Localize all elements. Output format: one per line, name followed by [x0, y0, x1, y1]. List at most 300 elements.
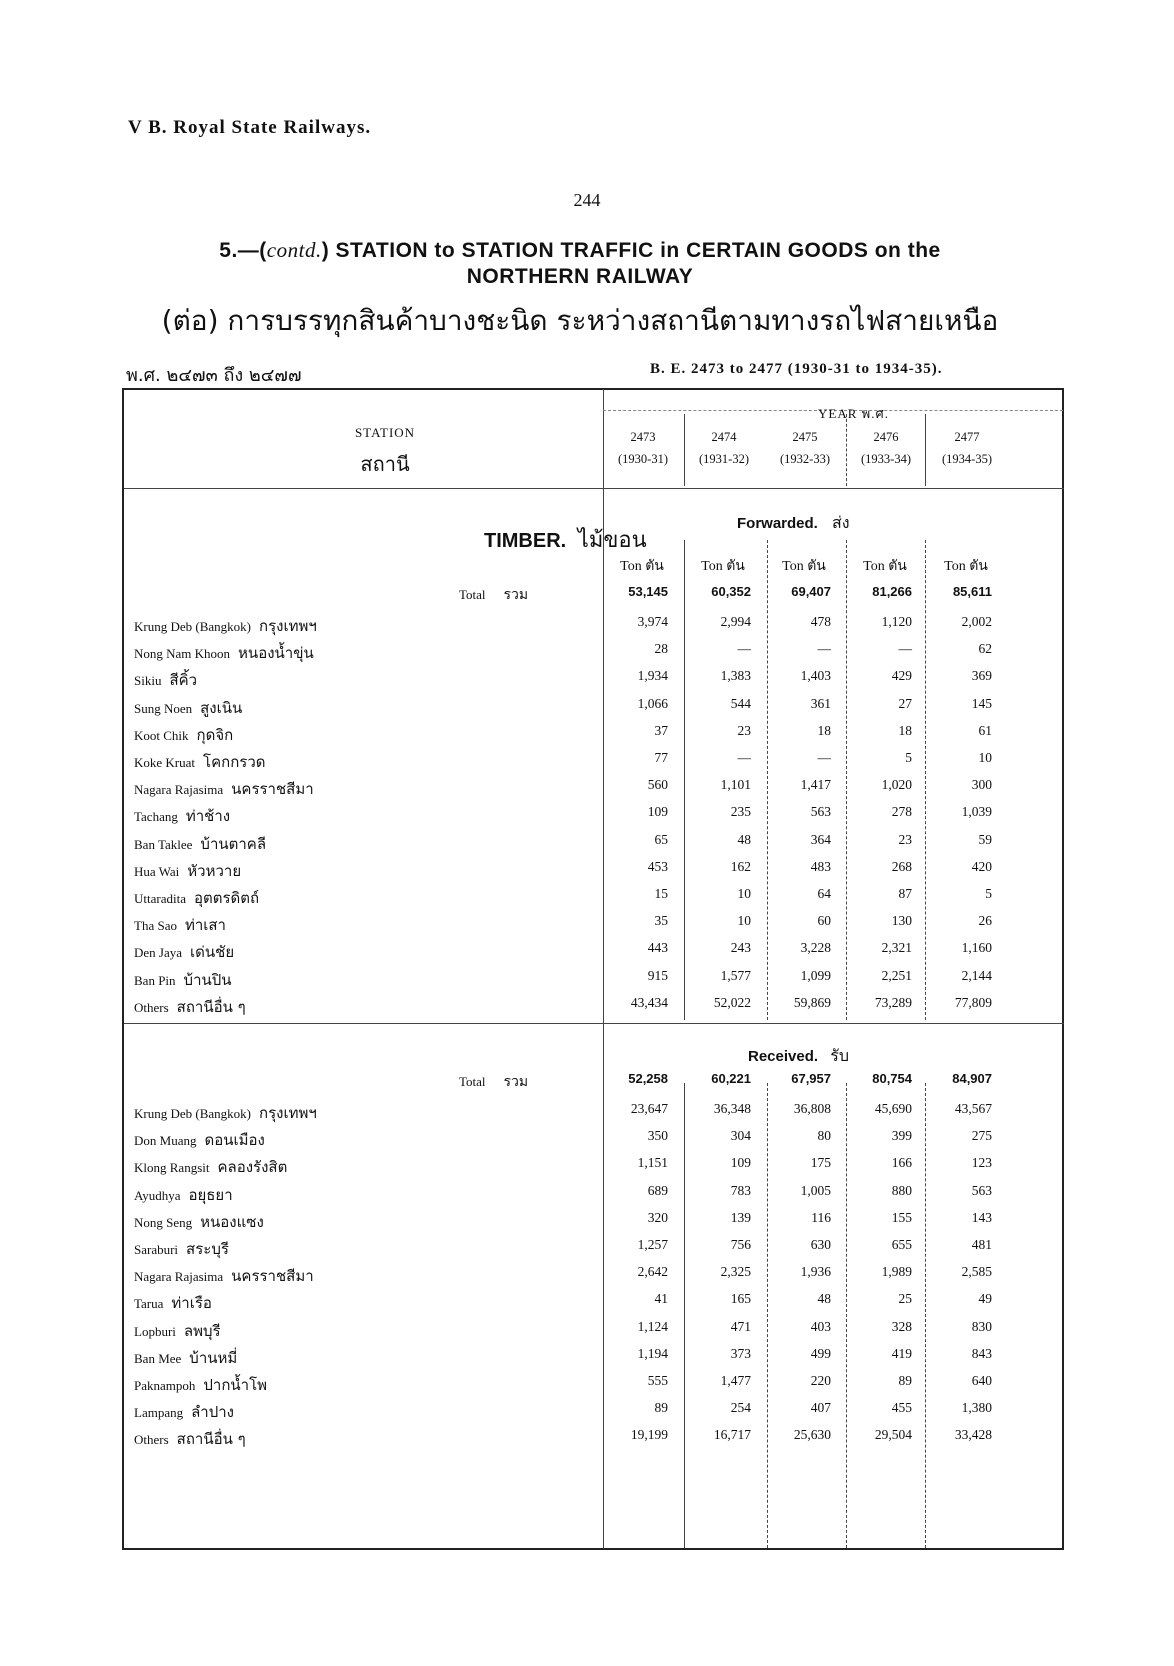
cell-value: 403	[810, 1318, 831, 1334]
year-header-col	[604, 426, 682, 470]
cell-value: 630	[810, 1237, 831, 1252]
cell-value: 3,228	[800, 940, 831, 956]
station-name-th: หนองแซง	[200, 1212, 264, 1231]
cell-value: 399	[891, 1128, 912, 1144]
table-row	[134, 641, 1054, 665]
cell-value: 77	[654, 750, 668, 765]
cell-value: 1,936	[800, 1264, 831, 1280]
data-col-rule-1b	[684, 1083, 685, 1548]
table-row	[134, 913, 1054, 937]
station-name-en: Ban Taklee	[134, 836, 193, 852]
station-name-en: Klong Rangsit	[134, 1160, 210, 1176]
cell-value: 60	[817, 913, 831, 929]
station-name	[134, 1400, 234, 1424]
cell-value: 59	[978, 831, 992, 847]
cell-value: 1,039	[961, 804, 992, 820]
station-header-en: STATION	[354, 425, 416, 440]
station-name-en: Uttaradita	[134, 891, 186, 906]
section-title-en: TIMBER.	[484, 530, 567, 552]
cell-value: 52,258	[628, 1071, 668, 1086]
cell-value: 25,630	[793, 1427, 831, 1443]
cell-value: 53,145	[628, 584, 668, 599]
section-title-th: ไม้ขอน	[577, 528, 647, 553]
station-name	[134, 777, 314, 801]
station-name-th: กรุงเทพฯ	[258, 1104, 317, 1122]
cell-value: 19,199	[630, 1427, 668, 1443]
station-name	[134, 614, 317, 638]
cell-value: 23	[898, 831, 912, 847]
station-name	[134, 668, 197, 692]
forwarded-label	[737, 511, 850, 536]
station-name-en: Lopburi	[134, 1323, 176, 1339]
cell-value: 48	[817, 1291, 831, 1307]
cell-value: 65	[654, 831, 668, 847]
cell-value: 116	[811, 1209, 831, 1225]
cell-value: 28	[654, 641, 668, 657]
table-row	[134, 804, 1054, 828]
station-name	[134, 995, 246, 1019]
total-label-th: รวม	[503, 1074, 529, 1090]
cell-value: 166	[891, 1155, 912, 1171]
cell-value: 59,869	[793, 994, 831, 1010]
cell-value: 5	[905, 750, 912, 765]
year-header-col	[685, 426, 763, 470]
cell-value: 15	[654, 886, 668, 901]
cell-value: 1,934	[637, 668, 668, 684]
page-number: 244	[573, 190, 601, 210]
station-name-en: Nong Nam Khoon	[134, 646, 231, 662]
station-name-th: กรุงเทพฯ	[258, 617, 317, 635]
station-name-th: ดอนเมือง	[204, 1131, 265, 1150]
year-header-col	[928, 426, 1006, 470]
table-row	[134, 1183, 1054, 1207]
station-name-en: Den Jaya	[134, 945, 183, 961]
station-name-th: อยุธยา	[188, 1185, 233, 1204]
station-name	[134, 641, 314, 665]
cell-value: 23	[737, 722, 751, 738]
table-row	[134, 614, 1054, 638]
year-ad: (1933-34)	[861, 452, 911, 466]
cell-value: 2,321	[881, 940, 912, 956]
cell-value: 483	[810, 858, 831, 874]
cell-value: 155	[891, 1209, 912, 1225]
cell-value: 81,266	[872, 584, 912, 599]
total-label-th: รวม	[503, 587, 529, 603]
station-name-th: อุตตรดิตถ์	[193, 889, 260, 907]
table-row	[134, 1264, 1054, 1288]
unit-label: Ton ตัน	[863, 559, 907, 574]
station-name	[134, 940, 234, 964]
cell-value: 350	[647, 1128, 668, 1144]
received-label-th: รับ	[830, 1046, 849, 1065]
cell-value: 655	[891, 1237, 912, 1252]
total-row	[134, 584, 1054, 608]
total-label	[459, 1071, 528, 1093]
cell-value: 36,348	[713, 1101, 751, 1116]
period-thai: พ.ศ. ๒๔๗๓ ถึง ๒๔๗๗	[126, 365, 302, 386]
table-row	[134, 940, 1054, 964]
header-bottom-rule	[124, 488, 1064, 489]
cell-value: 80	[817, 1128, 831, 1144]
year-be: 2473	[630, 430, 656, 444]
cell-value: 478	[810, 614, 831, 629]
cell-value: 304	[730, 1128, 751, 1144]
cell-value: 1,383	[720, 668, 751, 684]
year-ad: (1932-33)	[780, 452, 830, 466]
station-name-en: Ban Mee	[134, 1350, 182, 1366]
cell-value: 60,352	[711, 584, 751, 599]
unit-label: Ton ตัน	[782, 559, 826, 574]
cell-value: 1,380	[961, 1400, 992, 1416]
station-name-en: Tha Sao	[134, 918, 177, 934]
cell-value: 2,144	[961, 967, 992, 983]
cell-value: —	[898, 641, 912, 657]
cell-value: 67,957	[791, 1071, 831, 1086]
station-name-en: Saraburi	[134, 1242, 179, 1257]
station-name-th: ลพบุรี	[183, 1321, 221, 1340]
section-title	[484, 522, 647, 557]
cell-value: —	[737, 750, 751, 765]
total-label	[459, 584, 528, 606]
cell-value: 130	[891, 913, 912, 929]
station-name-th: เด่นชัย	[190, 943, 235, 962]
cell-value: 109	[730, 1155, 751, 1171]
cell-value: 560	[647, 777, 668, 793]
title-suffix: ) STATION to STATION TRAFFIC in CERTAIN GOODS on the	[321, 239, 941, 262]
station-name	[134, 1210, 264, 1234]
year-be: 2474	[711, 430, 737, 444]
cell-value: 69,407	[791, 584, 831, 599]
cell-value: 254	[730, 1400, 751, 1416]
cell-value: 27	[898, 695, 912, 711]
station-name	[134, 1128, 265, 1152]
cell-value: 36,808	[793, 1101, 831, 1116]
cell-value: 1,417	[800, 777, 831, 793]
cell-value: 1,020	[881, 777, 912, 793]
station-name-en: Krung Deb (Bangkok)	[134, 619, 251, 634]
title-prefix: 5.—(	[219, 239, 267, 262]
section-divider	[124, 1023, 1064, 1024]
cell-value: 87	[898, 886, 912, 901]
cell-value: 80,754	[872, 1071, 912, 1086]
station-name	[134, 859, 241, 883]
unit-label: Ton ตัน	[620, 559, 664, 574]
cell-value: 443	[647, 940, 668, 956]
received-label-en: Received.	[748, 1048, 819, 1065]
cell-value: 1,403	[800, 668, 831, 684]
cell-value: 35	[654, 913, 668, 929]
cell-value: 830	[971, 1318, 992, 1334]
cell-value: 499	[810, 1345, 831, 1361]
total-row	[134, 1071, 1054, 1095]
station-name-th: สีคิ้ว	[169, 671, 198, 690]
table-row	[134, 886, 1054, 910]
station-header-th: สถานี	[360, 452, 410, 476]
cell-value: 915	[647, 967, 668, 983]
cell-value: 1,160	[961, 940, 992, 956]
forwarded-label-th: ส่ง	[832, 513, 850, 532]
table-row	[134, 968, 1054, 992]
cell-value: 640	[971, 1373, 992, 1388]
cell-value: 48	[737, 831, 751, 847]
cell-value: 1,257	[637, 1237, 668, 1252]
year-be: 2475	[792, 430, 818, 444]
cell-value: 2,994	[720, 614, 751, 629]
cell-value: 23,647	[630, 1101, 668, 1116]
station-name	[134, 804, 230, 828]
cell-value: 429	[891, 668, 912, 684]
station-name	[134, 696, 242, 720]
cell-value: 45,690	[874, 1101, 912, 1116]
station-name	[134, 1183, 233, 1207]
cell-value: 60,221	[711, 1071, 751, 1086]
year-header-col	[766, 426, 844, 470]
station-name	[134, 1373, 267, 1397]
cell-value: 139	[730, 1209, 751, 1225]
table-row	[134, 1346, 1054, 1370]
cell-value: 10	[737, 913, 751, 929]
cell-value: 320	[647, 1209, 668, 1225]
table-row	[134, 1373, 1054, 1397]
station-name	[134, 1346, 237, 1370]
station-name-en: Paknampoh	[134, 1378, 196, 1393]
cell-value: 843	[971, 1345, 992, 1361]
station-name-en: Don Muang	[134, 1133, 197, 1149]
cell-value: 33,428	[954, 1427, 992, 1443]
cell-value: —	[817, 750, 831, 765]
station-name	[134, 1319, 221, 1343]
station-name-th: สถานีอื่น ๆ	[176, 1430, 246, 1449]
total-label-en: Total	[459, 1074, 486, 1089]
station-name	[134, 968, 232, 992]
station-name-th: นครราชสีมา	[231, 1267, 314, 1286]
station-name	[134, 723, 233, 747]
period-en: B. E. 2473 to 2477 (1930-31 to 1934-35).	[650, 361, 943, 377]
station-name	[134, 1427, 246, 1451]
year-ad: (1930-31)	[618, 452, 668, 466]
cell-value: 1,101	[720, 777, 751, 793]
table-title-en	[140, 237, 1020, 290]
table-row	[134, 1128, 1054, 1152]
cell-value: 1,477	[720, 1373, 751, 1388]
cell-value: 43,567	[954, 1101, 992, 1116]
station-name-en: Others	[134, 999, 169, 1015]
table-row	[134, 750, 1054, 774]
station-name-th: ท่าเสา	[184, 916, 226, 935]
unit-label: Ton ตัน	[944, 559, 988, 574]
station-name-en: Koot Chik	[134, 727, 189, 743]
title-line2: NORTHERN RAILWAY	[466, 265, 694, 288]
station-name-en: Tarua	[134, 1296, 164, 1312]
cell-value: 25	[898, 1291, 912, 1307]
cell-value: 420	[971, 858, 992, 874]
data-col-rule-2b	[767, 1083, 768, 1548]
cell-value: 1,099	[800, 967, 831, 983]
cell-value: 481	[971, 1237, 992, 1252]
year-be: 2477	[954, 430, 980, 444]
station-name-th: บ้านปิน	[183, 970, 232, 989]
cell-value: 26	[978, 913, 992, 929]
data-col-rule-3b	[846, 1083, 847, 1548]
cell-value: 419	[891, 1345, 912, 1361]
table-row	[134, 1210, 1054, 1234]
year-ad: (1934-35)	[942, 452, 992, 466]
station-name-th: หนองน้ำขุ่น	[238, 644, 314, 663]
cell-value: 373	[730, 1345, 751, 1361]
cell-value: 563	[971, 1182, 992, 1198]
cell-value: 243	[730, 940, 751, 956]
cell-value: 16,717	[713, 1427, 751, 1443]
station-name	[134, 913, 226, 937]
total-label-en: Total	[459, 587, 486, 602]
station-name-th: บ้านตาคลี	[200, 834, 267, 853]
station-name-en: Krung Deb (Bangkok)	[134, 1106, 251, 1121]
cell-value: 364	[810, 831, 831, 847]
cell-value: 407	[810, 1400, 831, 1416]
table-row	[134, 1237, 1054, 1261]
station-name-th: นครราชสีมา	[231, 780, 314, 799]
cell-value: 18	[898, 722, 912, 738]
station-name-th: สระบุรี	[186, 1240, 229, 1258]
year-header: YEAR พ.ศ.	[818, 406, 889, 421]
table-row	[134, 723, 1054, 747]
cell-value: 1,577	[720, 967, 751, 983]
cell-value: —	[817, 641, 831, 657]
forwarded-label-en: Forwarded.	[737, 515, 818, 532]
cell-value: 143	[971, 1209, 992, 1225]
station-name-th: บ้านหมี่	[189, 1348, 238, 1367]
cell-value: 37	[654, 722, 668, 738]
table-row	[134, 1319, 1054, 1343]
table-row	[134, 696, 1054, 720]
cell-value: 52,022	[713, 994, 751, 1010]
cell-value: 275	[971, 1128, 992, 1144]
cell-value: 84,907	[952, 1071, 992, 1086]
station-name-th: กุดจิก	[196, 725, 234, 744]
cell-value: 544	[730, 695, 751, 711]
year-ad: (1931-32)	[699, 452, 749, 466]
cell-value: 563	[810, 804, 831, 820]
station-name-th: สถานีอื่น ๆ	[176, 997, 246, 1016]
cell-value: 1,989	[881, 1264, 912, 1280]
station-name-th: โคกกรวด	[203, 753, 266, 771]
cell-value: 455	[891, 1400, 912, 1416]
cell-value: 10	[978, 750, 992, 765]
year-be: 2476	[873, 430, 899, 444]
cell-value: 109	[647, 804, 668, 820]
station-name-en: Tachang	[134, 809, 178, 825]
station-name-th: ปากน้ำโพ	[203, 1376, 268, 1394]
cell-value: 89	[654, 1400, 668, 1416]
cell-value: 328	[891, 1318, 912, 1334]
table-row	[134, 668, 1054, 692]
station-name	[134, 1101, 317, 1125]
cell-value: 49	[978, 1291, 992, 1307]
cell-value: 10	[737, 886, 751, 901]
cell-value: 756	[730, 1237, 751, 1252]
cell-value: 5	[985, 886, 992, 901]
station-name-th: ท่าช้าง	[185, 807, 231, 826]
cell-value: 41	[654, 1291, 668, 1307]
station-name-en: Ayudhya	[134, 1187, 181, 1203]
station-name	[134, 886, 259, 910]
table-row	[134, 777, 1054, 801]
station-name-en: Others	[134, 1432, 169, 1448]
cell-value: 2,642	[637, 1264, 668, 1280]
running-header: V B. Royal State Railways.	[128, 117, 372, 138]
station-name	[134, 750, 266, 774]
cell-value: 268	[891, 858, 912, 874]
cell-value: 1,194	[637, 1345, 668, 1361]
cell-value: 175	[810, 1155, 831, 1171]
cell-value: 85,611	[952, 584, 992, 599]
table-row	[134, 995, 1054, 1019]
cell-value: 1,066	[637, 695, 668, 711]
cell-value: 73,289	[874, 994, 912, 1010]
station-name-th: สูงเนิน	[200, 698, 243, 717]
cell-value: 783	[730, 1182, 751, 1198]
cell-value: 453	[647, 858, 668, 874]
cell-value: 2,585	[961, 1264, 992, 1280]
station-name	[134, 1264, 314, 1288]
station-name	[134, 1291, 212, 1315]
cell-value: —	[737, 641, 751, 657]
cell-value: 61	[978, 722, 992, 738]
cell-value: 300	[971, 777, 992, 793]
data-col-rule-4b	[925, 1083, 926, 1548]
cell-value: 880	[891, 1182, 912, 1198]
table-row	[134, 1400, 1054, 1424]
cell-value: 555	[647, 1373, 668, 1388]
cell-value: 3,974	[637, 614, 668, 629]
station-name-th: ท่าเรือ	[171, 1294, 212, 1313]
year-header-col	[847, 426, 925, 470]
year-col-rule-4	[925, 414, 926, 486]
station-name-en: Ban Pin	[134, 972, 176, 988]
table-title-th: (ต่อ) การบรรทุกสินค้าบางชะนิด ระหว่างสถานีตามทางรถไฟสายเหนือ	[161, 304, 999, 337]
cell-value: 162	[730, 858, 751, 874]
station-name-en: Koke Kruat	[134, 755, 196, 770]
received-label	[748, 1044, 849, 1069]
cell-value: 2,002	[961, 614, 992, 629]
cell-value: 361	[810, 695, 831, 711]
station-name	[134, 1155, 287, 1179]
table-row	[134, 1427, 1054, 1451]
cell-value: 2,325	[720, 1264, 751, 1280]
unit-label: Ton ตัน	[701, 559, 745, 574]
station-name-en: Lampang	[134, 1405, 184, 1421]
cell-value: 2,251	[881, 967, 912, 983]
cell-value: 77,809	[954, 994, 992, 1010]
station-name-en: Sung Noen	[134, 700, 193, 716]
station-name	[134, 832, 266, 856]
cell-value: 689	[647, 1182, 668, 1198]
station-name-th: ลำปาง	[191, 1403, 234, 1422]
cell-value: 43,434	[630, 994, 668, 1010]
station-name-en: Hua Wai	[134, 863, 180, 879]
station-name-en: Nagara Rajasima	[134, 782, 224, 798]
station-name-en: Sikiu	[134, 673, 162, 689]
table-row	[134, 1101, 1054, 1125]
cell-value: 29,504	[874, 1427, 912, 1443]
station-name-th: หัวหวาย	[187, 861, 242, 880]
table-row	[134, 859, 1054, 883]
cell-value: 1,005	[800, 1182, 831, 1198]
cell-value: 62	[978, 641, 992, 657]
title-contd: contd.	[266, 238, 322, 262]
cell-value: 64	[817, 886, 831, 901]
cell-value: 220	[810, 1373, 831, 1388]
